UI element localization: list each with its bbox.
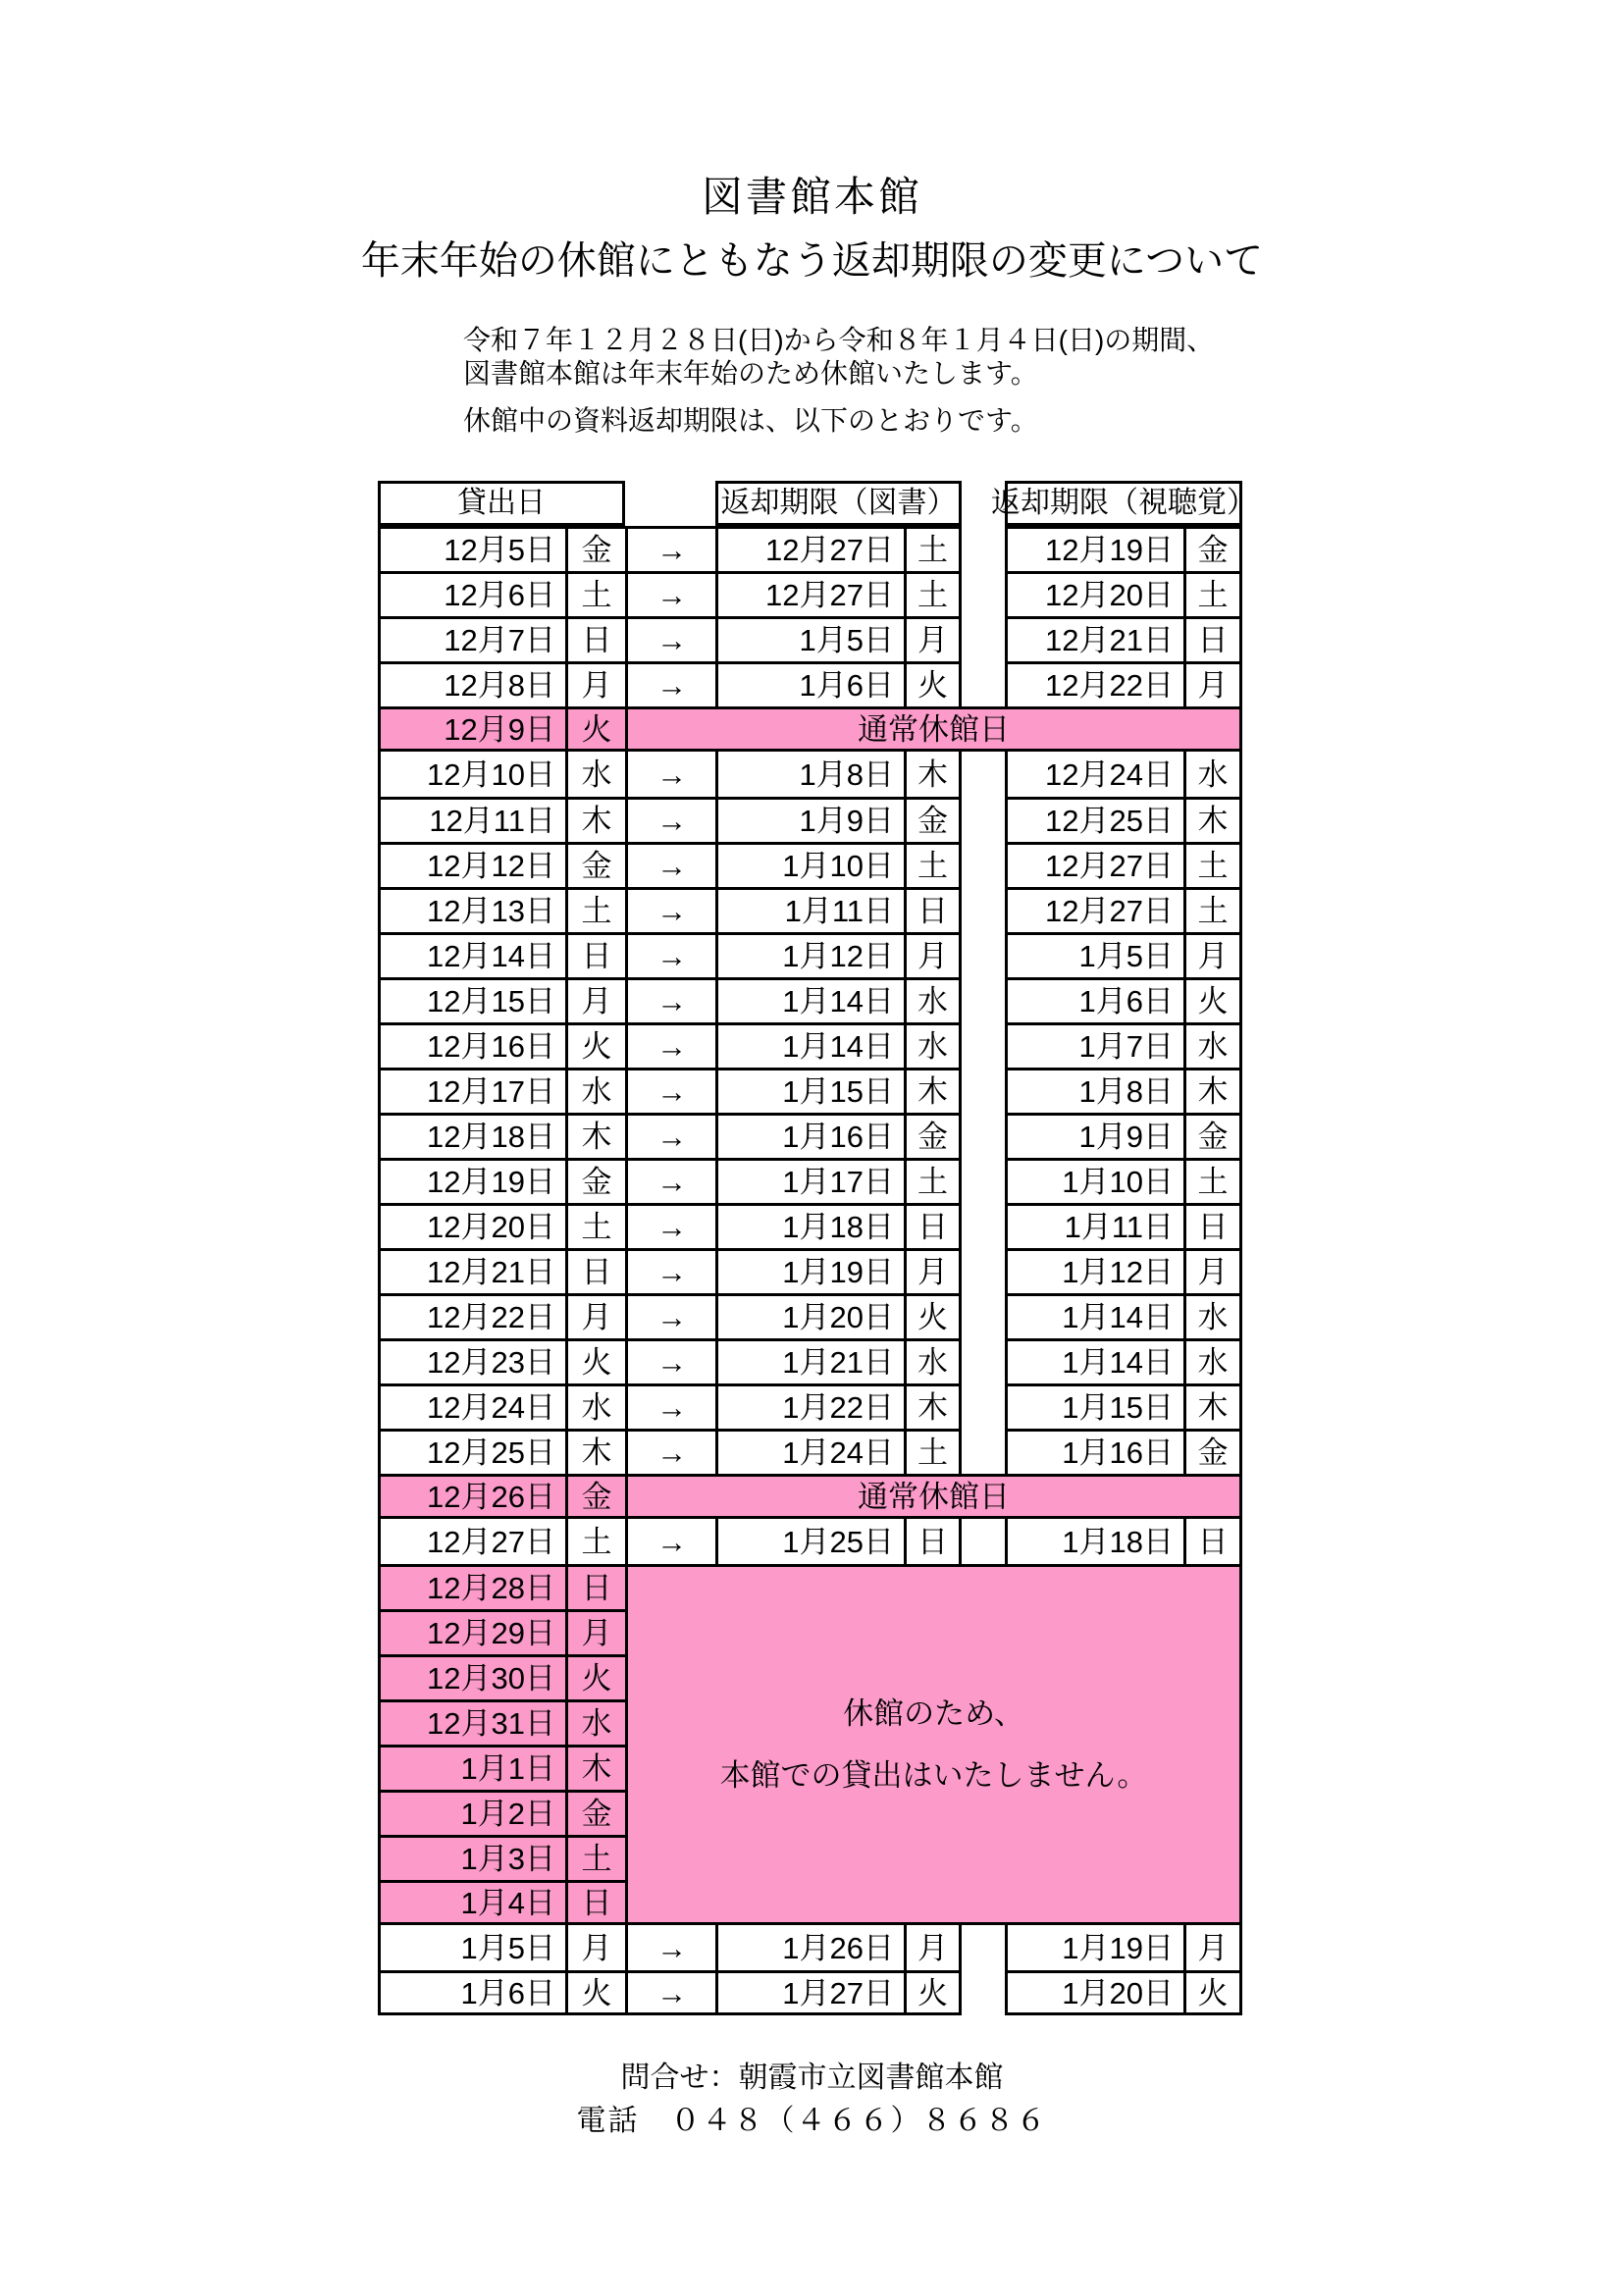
- books-date-cell: 1月8日: [715, 752, 904, 797]
- lend-date-cell: 12月22日: [378, 1293, 565, 1338]
- lend-day-cell: 日: [565, 1880, 625, 1925]
- lend-day-cell: 火: [565, 1338, 625, 1383]
- lend-date-cell: 1月5日: [378, 1925, 565, 1970]
- closure-note-line2: 本館での貸出はいたしません。: [719, 1758, 1148, 1793]
- page-subtitle: 年末年始の休館にともなう返却期限の変更について: [360, 239, 1264, 283]
- lend-day-cell: 火: [565, 1654, 625, 1699]
- books-day-cell: 日: [904, 1203, 962, 1248]
- arrow-cell: →: [625, 616, 715, 661]
- lend-date-cell: 12月7日: [378, 616, 565, 661]
- lend-date-cell: 12月13日: [378, 887, 565, 932]
- av-date-cell: 1月5日: [1005, 932, 1183, 977]
- av-day-cell: 月: [1183, 661, 1242, 706]
- av-date-cell: 1月11日: [1005, 1203, 1183, 1248]
- books-date-cell: 1月15日: [715, 1068, 904, 1113]
- arrow-cell: →: [625, 1925, 715, 1970]
- av-day-cell: 木: [1183, 797, 1242, 842]
- av-day-cell: 水: [1183, 1022, 1242, 1068]
- av-date-cell: 1月10日: [1005, 1158, 1183, 1203]
- av-day-cell: 土: [1183, 1158, 1242, 1203]
- books-date-cell: 1月27日: [715, 1970, 904, 2015]
- lend-date-cell: 12月11日: [378, 797, 565, 842]
- lend-date-cell: 12月27日: [378, 1519, 565, 1564]
- lend-date-cell: 1月4日: [378, 1880, 565, 1925]
- av-date-cell: 1月14日: [1005, 1293, 1183, 1338]
- lend-date-cell: 1月6日: [378, 1970, 565, 2015]
- av-date-cell: 1月6日: [1005, 977, 1183, 1022]
- books-day-cell: 日: [904, 1519, 962, 1564]
- av-day-cell: 土: [1183, 842, 1242, 887]
- lend-date-cell: 12月14日: [378, 932, 565, 977]
- arrow-cell: →: [625, 1068, 715, 1113]
- lend-date-cell: 12月12日: [378, 842, 565, 887]
- av-date-cell: 1月14日: [1005, 1338, 1183, 1383]
- books-date-cell: 1月24日: [715, 1429, 904, 1474]
- av-date-cell: 12月22日: [1005, 661, 1183, 706]
- av-date-cell: 12月25日: [1005, 797, 1183, 842]
- books-day-cell: 月: [904, 932, 962, 977]
- arrow-cell: →: [625, 752, 715, 797]
- books-day-cell: 水: [904, 1338, 962, 1383]
- books-date-cell: 1月26日: [715, 1925, 904, 1970]
- arrow-cell: →: [625, 526, 715, 571]
- books-day-cell: 火: [904, 1293, 962, 1338]
- lend-day-cell: 木: [565, 1745, 625, 1790]
- books-day-cell: 月: [904, 1248, 962, 1293]
- books-day-cell: 土: [904, 1429, 962, 1474]
- av-day-cell: 水: [1183, 752, 1242, 797]
- lend-day-cell: 土: [565, 887, 625, 932]
- books-deadline-header: 返却期限（図書）: [715, 481, 962, 526]
- lend-date-cell: 12月30日: [378, 1654, 565, 1699]
- av-date-cell: 1月16日: [1005, 1429, 1183, 1474]
- lend-date-cell: 12月20日: [378, 1203, 565, 1248]
- arrow-cell: →: [625, 1429, 715, 1474]
- av-day-cell: 金: [1183, 1113, 1242, 1158]
- books-day-cell: 火: [904, 1970, 962, 2015]
- av-day-cell: 月: [1183, 1925, 1242, 1970]
- books-day-cell: 水: [904, 977, 962, 1022]
- books-date-cell: 1月11日: [715, 887, 904, 932]
- lend-day-cell: 水: [565, 1699, 625, 1745]
- lend-day-cell: 水: [565, 1068, 625, 1113]
- av-day-cell: 土: [1183, 571, 1242, 616]
- av-date-cell: 1月20日: [1005, 1970, 1183, 2015]
- intro-line1: 令和７年１２月２８日(日)から令和８年１月４日(日)の期間、: [463, 325, 1215, 355]
- arrow-cell: →: [625, 1338, 715, 1383]
- books-day-cell: 土: [904, 526, 962, 571]
- lend-day-cell: 月: [565, 1925, 625, 1970]
- lend-day-cell: 土: [565, 571, 625, 616]
- books-date-cell: 1月9日: [715, 797, 904, 842]
- books-date-cell: 1月5日: [715, 616, 904, 661]
- books-date-cell: 1月6日: [715, 661, 904, 706]
- arrow-cell: →: [625, 1519, 715, 1564]
- intro-line2: 図書館本館は年末年始のため休館いたします。: [463, 358, 1038, 389]
- intro-paragraph: [463, 324, 1248, 438]
- lend-day-cell: 月: [565, 1293, 625, 1338]
- books-date-cell: 1月14日: [715, 977, 904, 1022]
- lend-day-cell: 金: [565, 526, 625, 571]
- lend-day-cell: 木: [565, 1429, 625, 1474]
- arrow-cell: →: [625, 1970, 715, 2015]
- av-date-cell: 12月27日: [1005, 842, 1183, 887]
- lend-date-cell: 12月5日: [378, 526, 565, 571]
- books-day-cell: 土: [904, 1158, 962, 1203]
- lend-date-cell: 12月19日: [378, 1158, 565, 1203]
- lend-date-header: 貸出日: [378, 481, 625, 526]
- lend-date-cell: 1月2日: [378, 1790, 565, 1835]
- av-date-cell: 12月24日: [1005, 752, 1183, 797]
- books-date-cell: 1月20日: [715, 1293, 904, 1338]
- books-day-cell: 土: [904, 842, 962, 887]
- av-day-cell: 土: [1183, 887, 1242, 932]
- closed-row-cell: 通常休館日: [625, 706, 1242, 752]
- av-date-cell: 1月18日: [1005, 1519, 1183, 1564]
- arrow-cell: →: [625, 1158, 715, 1203]
- lend-day-cell: 金: [565, 1158, 625, 1203]
- av-date-cell: 1月12日: [1005, 1248, 1183, 1293]
- lend-day-cell: 月: [565, 977, 625, 1022]
- arrow-cell: →: [625, 797, 715, 842]
- lend-date-cell: 12月15日: [378, 977, 565, 1022]
- lend-date-cell: 12月9日: [378, 706, 565, 752]
- av-date-cell: 1月8日: [1005, 1068, 1183, 1113]
- av-date-cell: 12月21日: [1005, 616, 1183, 661]
- arrow-cell: →: [625, 1248, 715, 1293]
- books-date-cell: 1月18日: [715, 1203, 904, 1248]
- lend-date-cell: 12月16日: [378, 1022, 565, 1068]
- books-date-cell: 1月14日: [715, 1022, 904, 1068]
- books-date-cell: 12月27日: [715, 526, 904, 571]
- av-day-cell: 日: [1183, 1203, 1242, 1248]
- lend-day-cell: 水: [565, 752, 625, 797]
- books-day-cell: 木: [904, 1068, 962, 1113]
- av-day-cell: 日: [1183, 1519, 1242, 1564]
- av-day-cell: 月: [1183, 1248, 1242, 1293]
- contact-line: 問合せ：朝霞市立図書館本館: [620, 2061, 1004, 2094]
- books-date-cell: 1月12日: [715, 932, 904, 977]
- lend-day-cell: 日: [565, 932, 625, 977]
- av-date-cell: 1月7日: [1005, 1022, 1183, 1068]
- lend-day-cell: 土: [565, 1519, 625, 1564]
- intro-line3: 休館中の資料返却期限は、以下のとおりです。: [463, 405, 1038, 436]
- books-date-cell: 1月21日: [715, 1338, 904, 1383]
- lend-date-cell: 1月1日: [378, 1745, 565, 1790]
- lend-day-cell: 土: [565, 1203, 625, 1248]
- lend-day-cell: 日: [565, 1564, 625, 1609]
- books-date-cell: 1月16日: [715, 1113, 904, 1158]
- lend-day-cell: 火: [565, 1970, 625, 2015]
- closure-block-cell: [625, 1564, 1242, 1925]
- lend-day-cell: 火: [565, 706, 625, 752]
- lend-day-cell: 水: [565, 1383, 625, 1429]
- books-date-cell: 1月10日: [715, 842, 904, 887]
- books-date-cell: 12月27日: [715, 571, 904, 616]
- lend-date-cell: 12月26日: [378, 1474, 565, 1519]
- av-day-cell: 金: [1183, 526, 1242, 571]
- page-title: 図書館本館: [701, 174, 922, 220]
- av-date-cell: 1月9日: [1005, 1113, 1183, 1158]
- lend-date-cell: 12月24日: [378, 1383, 565, 1429]
- av-day-cell: 日: [1183, 616, 1242, 661]
- lend-date-cell: 12月21日: [378, 1248, 565, 1293]
- lend-date-cell: 12月6日: [378, 571, 565, 616]
- books-date-cell: 1月25日: [715, 1519, 904, 1564]
- arrow-cell: →: [625, 1203, 715, 1248]
- lend-date-cell: 1月3日: [378, 1835, 565, 1880]
- books-day-cell: 土: [904, 571, 962, 616]
- lend-day-cell: 日: [565, 1248, 625, 1293]
- arrow-cell: →: [625, 661, 715, 706]
- lend-date-cell: 12月29日: [378, 1609, 565, 1654]
- lend-day-cell: 火: [565, 1022, 625, 1068]
- av-day-cell: 木: [1183, 1068, 1242, 1113]
- books-day-cell: 日: [904, 887, 962, 932]
- books-day-cell: 木: [904, 1383, 962, 1429]
- av-day-cell: 水: [1183, 1293, 1242, 1338]
- lend-day-cell: 木: [565, 1113, 625, 1158]
- closure-note-line1: 休館のため、: [843, 1696, 1024, 1731]
- arrow-cell: →: [625, 932, 715, 977]
- av-day-cell: 水: [1183, 1338, 1242, 1383]
- books-day-cell: 木: [904, 752, 962, 797]
- lend-date-cell: 12月18日: [378, 1113, 565, 1158]
- lend-day-cell: 木: [565, 797, 625, 842]
- lend-date-cell: 12月31日: [378, 1699, 565, 1745]
- arrow-cell: →: [625, 1383, 715, 1429]
- lend-day-cell: 日: [565, 616, 625, 661]
- books-day-cell: 水: [904, 1022, 962, 1068]
- books-date-cell: 1月17日: [715, 1158, 904, 1203]
- arrow-cell: →: [625, 1113, 715, 1158]
- arrow-cell: →: [625, 1022, 715, 1068]
- av-day-cell: 火: [1183, 1970, 1242, 2015]
- lend-day-cell: 金: [565, 1790, 625, 1835]
- lend-day-cell: 土: [565, 1835, 625, 1880]
- av-deadline-header: 返却期限（視聴覚）: [1005, 481, 1242, 526]
- lend-date-cell: 12月23日: [378, 1338, 565, 1383]
- av-day-cell: 火: [1183, 977, 1242, 1022]
- lend-date-cell: 12月17日: [378, 1068, 565, 1113]
- av-date-cell: 1月19日: [1005, 1925, 1183, 1970]
- books-day-cell: 火: [904, 661, 962, 706]
- closed-row-cell: 通常休館日: [625, 1474, 1242, 1519]
- av-day-cell: 金: [1183, 1429, 1242, 1474]
- books-day-cell: 金: [904, 1113, 962, 1158]
- av-day-cell: 木: [1183, 1383, 1242, 1429]
- books-day-cell: 月: [904, 1925, 962, 1970]
- lend-date-cell: 12月8日: [378, 661, 565, 706]
- av-date-cell: 1月15日: [1005, 1383, 1183, 1429]
- av-day-cell: 月: [1183, 932, 1242, 977]
- av-date-cell: 12月19日: [1005, 526, 1183, 571]
- lend-day-cell: 金: [565, 1474, 625, 1519]
- arrow-cell: →: [625, 977, 715, 1022]
- av-date-cell: 12月20日: [1005, 571, 1183, 616]
- lend-day-cell: 金: [565, 842, 625, 887]
- av-date-cell: 12月27日: [1005, 887, 1183, 932]
- arrow-cell: →: [625, 887, 715, 932]
- books-date-cell: 1月19日: [715, 1248, 904, 1293]
- lend-date-cell: 12月28日: [378, 1564, 565, 1609]
- lend-day-cell: 月: [565, 1609, 625, 1654]
- books-date-cell: 1月22日: [715, 1383, 904, 1429]
- books-day-cell: 月: [904, 616, 962, 661]
- lend-date-cell: 12月10日: [378, 752, 565, 797]
- arrow-cell: →: [625, 571, 715, 616]
- lend-date-cell: 12月25日: [378, 1429, 565, 1474]
- phone-line: 電話 ０４８（４６６）８６８６: [576, 2105, 1048, 2137]
- arrow-cell: →: [625, 842, 715, 887]
- lend-day-cell: 月: [565, 661, 625, 706]
- arrow-cell: →: [625, 1293, 715, 1338]
- books-day-cell: 金: [904, 797, 962, 842]
